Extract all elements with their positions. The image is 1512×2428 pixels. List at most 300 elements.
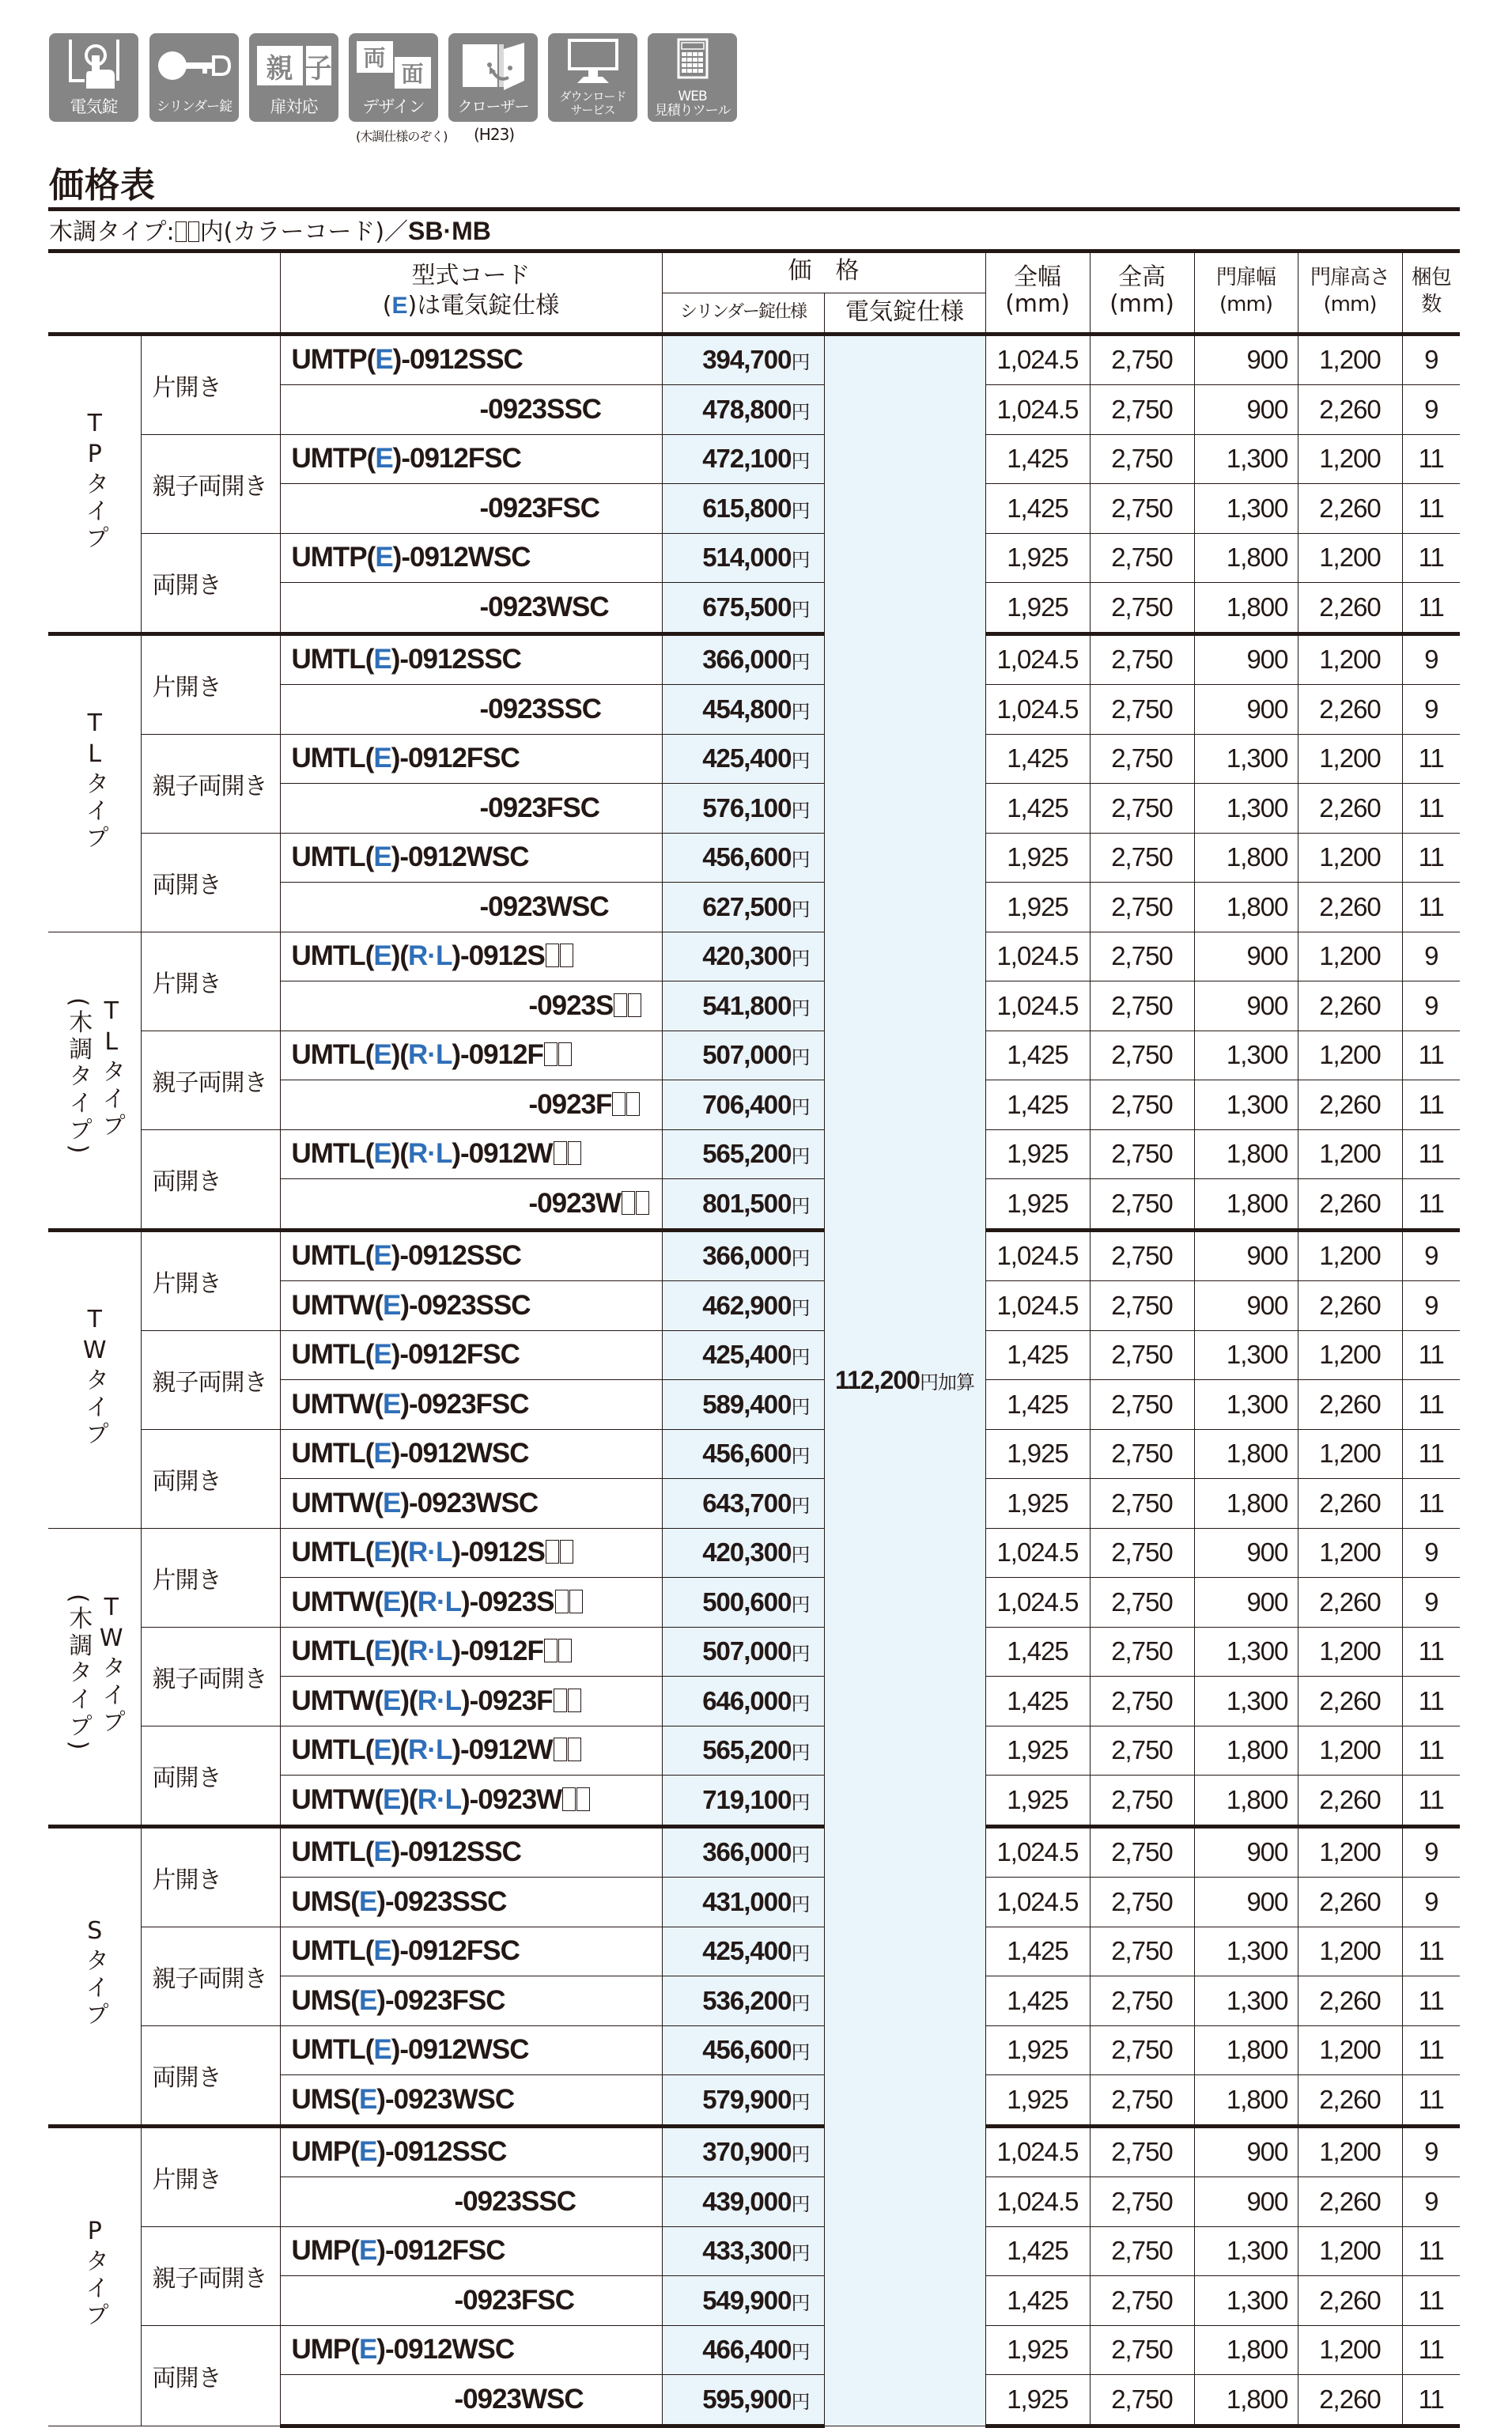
full-height: 2,750 <box>1090 1826 1194 1878</box>
cylinder-lock-icon <box>149 33 239 122</box>
gate-width: 900 <box>1194 385 1298 435</box>
model-suffix: -0923WSC <box>479 891 609 922</box>
model-suffix: -0912SSC <box>384 2136 507 2168</box>
model-prefix: UMTL <box>291 1836 365 1868</box>
price-cylinder <box>662 2276 824 2326</box>
type-sublabel: (木調タイプ) <box>64 1593 93 1753</box>
header-height-label: 全高 <box>1118 263 1166 292</box>
model-code <box>280 1627 662 1677</box>
package-count: 11 <box>1402 2375 1460 2426</box>
model-code <box>280 334 662 385</box>
rl-mark: R·L <box>417 1586 461 1617</box>
price-value: 462,900 <box>702 1290 792 1320</box>
full-height: 2,750 <box>1090 2126 1194 2177</box>
gate-width: 900 <box>1194 932 1298 981</box>
full-height: 2,750 <box>1090 784 1194 834</box>
model-suffix: -0923SSC <box>454 2185 576 2217</box>
electric-e-mark: E <box>373 1636 391 1667</box>
electric-e-mark: E <box>383 1586 401 1617</box>
gate-width: 1,800 <box>1194 1479 1298 1529</box>
design-icon-note: (木調仕様のぞく) <box>356 129 448 144</box>
color-code-box <box>188 221 199 242</box>
full-height: 2,750 <box>1090 434 1194 484</box>
price-cylinder <box>662 434 824 484</box>
both-glyph: 両 <box>357 41 393 73</box>
yen-unit: 円 <box>791 1742 810 1764</box>
model-suffix: -0912W <box>460 1734 553 1766</box>
package-count: 11 <box>1402 1627 1460 1677</box>
full-height: 2,750 <box>1090 1627 1194 1677</box>
model-prefix: UMTL <box>291 1438 365 1469</box>
electric-e-mark: E <box>373 644 391 675</box>
package-count: 9 <box>1402 385 1460 435</box>
gate-height: 1,200 <box>1298 1627 1402 1677</box>
yen-unit: 円 <box>791 651 810 674</box>
gate-width: 1,800 <box>1194 583 1298 634</box>
full-width: 1,425 <box>985 1031 1090 1080</box>
model-code <box>280 2325 662 2375</box>
color-code-box <box>176 221 187 242</box>
price-cylinder <box>662 1826 824 1878</box>
full-width: 1,024.5 <box>985 334 1090 385</box>
gate-width: 1,300 <box>1194 1627 1298 1677</box>
yen-unit: 円 <box>791 1643 810 1666</box>
package-count: 11 <box>1402 2226 1460 2276</box>
gate-width: 1,800 <box>1194 2025 1298 2075</box>
yen-unit: 円 <box>791 450 810 473</box>
price-value: 565,200 <box>702 1139 792 1169</box>
addition-suffix: 円加算 <box>919 1371 974 1394</box>
table-row <box>48 2226 1460 2276</box>
package-count: 11 <box>1402 1677 1460 1726</box>
price-value: 514,000 <box>702 543 792 573</box>
package-count: 11 <box>1402 533 1460 583</box>
full-width: 1,425 <box>985 784 1090 834</box>
table-row <box>48 1429 1460 1479</box>
gate-height: 2,260 <box>1298 1080 1402 1130</box>
full-width: 1,024.5 <box>985 1578 1090 1628</box>
model-suffix: -0923S <box>528 989 614 1021</box>
rl-option: (R·L) <box>399 1537 460 1568</box>
model-suffix: -0912WSC <box>401 542 531 573</box>
electric-option: (E) <box>365 1240 400 1272</box>
electric-option: (E) <box>365 1039 400 1071</box>
model-suffix: -0923SSC <box>479 693 601 724</box>
electric-e-mark: E <box>358 2136 377 2168</box>
price-cylinder <box>662 1429 824 1479</box>
full-height: 2,750 <box>1090 1429 1194 1479</box>
price-cylinder <box>662 2075 824 2127</box>
full-width: 1,925 <box>985 2325 1090 2375</box>
full-width: 1,425 <box>985 734 1090 784</box>
color-code-box <box>560 1540 573 1564</box>
full-height: 2,750 <box>1090 334 1194 385</box>
model-prefix: UMTP <box>291 344 367 376</box>
electric-option: (E) <box>365 1734 400 1766</box>
yen-unit: 円 <box>791 2390 810 2413</box>
gate-height: 2,260 <box>1298 2177 1402 2227</box>
model-suffix: -0912WSC <box>399 1438 529 1469</box>
gate-width: 1,300 <box>1194 1031 1298 1080</box>
electric-e-mark: E <box>373 1039 391 1071</box>
rl-option: (R·L) <box>399 1138 460 1170</box>
full-height: 2,750 <box>1090 2025 1194 2075</box>
table-row <box>48 1330 1460 1380</box>
full-height: 2,750 <box>1090 1726 1194 1776</box>
price-value: 466,400 <box>702 2335 792 2365</box>
package-count: 11 <box>1402 1429 1460 1479</box>
type-sublabel: (木調タイプ) <box>64 997 93 1157</box>
yen-unit: 円 <box>791 1942 810 1965</box>
price-cylinder <box>662 1726 824 1776</box>
full-width: 1,925 <box>985 1179 1090 1231</box>
price-cylinder <box>662 685 824 735</box>
model-suffix: -0923WSC <box>479 591 609 622</box>
electric-option: (E) <box>374 1289 410 1321</box>
package-count: 9 <box>1402 932 1460 981</box>
electric-e-mark: E <box>373 743 391 774</box>
price-cylinder <box>662 533 824 583</box>
open-type-cell: 親子両開き <box>141 1330 280 1429</box>
yen-unit: 円 <box>791 549 810 572</box>
full-width: 1,425 <box>985 2226 1090 2276</box>
electric-option: (E) <box>365 940 400 972</box>
open-type-cell: 両開き <box>141 1726 280 1826</box>
model-suffix: -0923WSC <box>384 2083 515 2115</box>
model-code <box>280 1528 662 1578</box>
yen-unit: 円 <box>791 997 810 1019</box>
full-width: 1,024.5 <box>985 1826 1090 1878</box>
model-suffix: -0923WSC <box>454 2383 584 2415</box>
table-row <box>48 2126 1460 2177</box>
package-count: 11 <box>1402 1927 1460 1976</box>
gate-height: 2,260 <box>1298 1677 1402 1726</box>
full-height: 2,750 <box>1090 1031 1194 1080</box>
full-width: 1,024.5 <box>985 1281 1090 1331</box>
type-label-group <box>81 410 108 552</box>
price-table <box>48 251 1460 2428</box>
yen-unit: 円 <box>791 2090 810 2113</box>
full-height: 2,750 <box>1090 2375 1194 2426</box>
model-prefix: UMTL <box>291 1935 365 1967</box>
model-code <box>280 1380 662 1430</box>
price-value: 472,100 <box>702 444 792 474</box>
price-value: 643,700 <box>702 1488 792 1518</box>
model-prefix: UMTL <box>291 1138 365 1170</box>
full-width: 1,925 <box>985 2375 1090 2426</box>
price-cylinder <box>662 2025 824 2075</box>
model-code <box>280 1826 662 1878</box>
electric-e-mark: E <box>373 1339 391 1371</box>
electric-option: (E) <box>366 443 402 475</box>
full-width: 1,024.5 <box>985 932 1090 981</box>
price-value: 536,200 <box>702 1985 792 2015</box>
price-value: 500,600 <box>702 1587 792 1617</box>
full-width: 1,425 <box>985 1677 1090 1726</box>
type-cell <box>48 1826 141 2126</box>
package-count: 9 <box>1402 685 1460 735</box>
gate-height: 1,200 <box>1298 1726 1402 1776</box>
open-type-cell: 両開き <box>141 1429 280 1528</box>
door-closer-icon <box>448 33 538 122</box>
full-height: 2,750 <box>1090 1677 1194 1726</box>
full-height: 2,750 <box>1090 1578 1194 1628</box>
header-model-code-line1: 型式コード <box>411 262 531 290</box>
yen-unit: 円 <box>791 1692 810 1715</box>
gate-width: 1,300 <box>1194 1080 1298 1130</box>
model-prefix: UMTL <box>291 940 365 972</box>
package-count: 11 <box>1402 583 1460 634</box>
package-count: 9 <box>1402 1578 1460 1628</box>
electric-e-mark: E <box>375 542 393 573</box>
color-code-box <box>558 1042 572 1066</box>
gate-width: 1,800 <box>1194 2325 1298 2375</box>
price-cylinder <box>662 1776 824 1827</box>
model-code <box>280 434 662 484</box>
yen-unit: 円 <box>791 1095 810 1118</box>
gate-width: 900 <box>1194 1281 1298 1331</box>
model-suffix: -0923W <box>469 1783 562 1815</box>
model-suffix: -0912F <box>460 1039 543 1071</box>
price-cylinder <box>662 1080 824 1130</box>
wood-type-prefix: 木調タイプ: <box>49 218 175 246</box>
yen-unit: 円 <box>791 1194 810 1217</box>
full-height: 2,750 <box>1090 1330 1194 1380</box>
gate-width: 900 <box>1194 1578 1298 1628</box>
full-height: 2,750 <box>1090 2075 1194 2127</box>
gate-width: 1,300 <box>1194 2276 1298 2326</box>
yen-unit: 円 <box>791 1593 810 1616</box>
gate-height: 2,260 <box>1298 2375 1402 2426</box>
electric-lock-icon <box>49 33 138 122</box>
electric-option: (E) <box>350 2334 385 2366</box>
price-value: 579,900 <box>702 2084 792 2114</box>
color-code-box <box>614 993 627 1017</box>
color-code-box <box>544 1042 558 1066</box>
color-code-box <box>554 1141 567 1165</box>
electric-option: (E) <box>350 2136 385 2168</box>
package-count: 11 <box>1402 1479 1460 1529</box>
gate-height: 1,200 <box>1298 334 1402 385</box>
table-row <box>48 932 1460 981</box>
yen-unit: 円 <box>791 1296 810 1319</box>
gate-height: 1,200 <box>1298 1330 1402 1380</box>
gate-height: 1,200 <box>1298 1429 1402 1479</box>
price-cylinder <box>662 932 824 981</box>
parent-glyph: 親 <box>257 46 303 85</box>
price-value: 439,000 <box>702 2186 792 2216</box>
full-width: 1,024.5 <box>985 2177 1090 2227</box>
yen-unit: 円 <box>791 799 810 822</box>
table-row <box>48 533 1460 583</box>
rl-option: (R·L) <box>409 1783 470 1815</box>
full-height: 2,750 <box>1090 2226 1194 2276</box>
price-value: 478,800 <box>702 394 792 424</box>
open-type-cell: 片開き <box>141 334 280 434</box>
color-code-box <box>554 1738 567 1761</box>
electric-e-mark: E <box>373 1935 391 1967</box>
model-suffix: -0923FSC <box>479 792 600 823</box>
color-code-box <box>569 1590 583 1613</box>
gate-height: 2,260 <box>1298 385 1402 435</box>
gate-height: 2,260 <box>1298 583 1402 634</box>
yen-unit: 円 <box>791 750 810 773</box>
color-code-box <box>612 1092 626 1116</box>
package-count: 11 <box>1402 2276 1460 2326</box>
title-rule <box>48 207 1460 211</box>
model-code <box>280 633 662 685</box>
price-value: 565,200 <box>702 1735 792 1765</box>
gate-height: 1,200 <box>1298 1230 1402 1281</box>
model-prefix: UMTW <box>291 1685 375 1716</box>
type-label: TWタイプ <box>97 1593 126 1736</box>
package-count: 11 <box>1402 833 1460 883</box>
package-count: 11 <box>1402 734 1460 784</box>
type-label-group <box>81 1917 108 2029</box>
electric-e-mark: E <box>373 1240 391 1272</box>
unit-label: (mm) <box>1109 290 1174 319</box>
yen-unit: 円 <box>791 1445 810 1468</box>
electric-e-mark: E <box>373 841 391 873</box>
full-height: 2,750 <box>1090 1281 1194 1331</box>
type-cell <box>48 1528 141 1826</box>
full-width: 1,925 <box>985 833 1090 883</box>
price-value: 675,500 <box>702 592 792 622</box>
gate-height: 1,200 <box>1298 2126 1402 2177</box>
gate-width: 900 <box>1194 2177 1298 2227</box>
gate-height: 1,200 <box>1298 1927 1402 1976</box>
header-gate-width <box>1194 251 1298 334</box>
yen-unit: 円 <box>791 1844 810 1866</box>
model-prefix: UMTL <box>291 841 365 873</box>
model-prefix: UMTL <box>291 1339 365 1371</box>
package-count: 11 <box>1402 1330 1460 1380</box>
price-value: 456,600 <box>702 1439 792 1469</box>
type-cell <box>48 2126 141 2426</box>
parent-child-label: 扉対応 <box>270 97 318 116</box>
model-code <box>280 2126 662 2177</box>
yen-unit: 円 <box>791 1395 810 1418</box>
header-gate-width-label: 門扉幅 <box>1215 266 1276 290</box>
model-code <box>280 533 662 583</box>
electric-e-mark: E <box>373 1734 391 1766</box>
electric-option: (E) <box>374 1487 410 1518</box>
yen-unit: 円 <box>791 598 810 621</box>
open-type-cell: 片開き <box>141 1826 280 1927</box>
gate-height: 2,260 <box>1298 1578 1402 1628</box>
full-width: 1,925 <box>985 583 1090 634</box>
package-count: 9 <box>1402 1826 1460 1878</box>
gate-height: 1,200 <box>1298 2226 1402 2276</box>
open-type-cell: 両開き <box>141 533 280 633</box>
price-cylinder <box>662 1281 824 1331</box>
open-type-cell: 親子両開き <box>141 1627 280 1726</box>
header-price-electric: 電気錠仕様 <box>824 293 985 334</box>
type-label: TLタイプ <box>97 997 126 1140</box>
model-suffix: -0912WSC <box>384 2334 515 2366</box>
gate-height: 2,260 <box>1298 2276 1402 2326</box>
gate-width: 1,300 <box>1194 1330 1298 1380</box>
gate-width: 1,300 <box>1194 1677 1298 1726</box>
electric-e-mark: E <box>383 1289 401 1321</box>
rl-mark: R·L <box>408 1734 452 1766</box>
gate-height: 2,260 <box>1298 1878 1402 1927</box>
package-count: 11 <box>1402 1380 1460 1430</box>
model-code <box>280 385 662 435</box>
full-width: 1,925 <box>985 1479 1090 1529</box>
full-width: 1,925 <box>985 1726 1090 1776</box>
model-code <box>280 734 662 784</box>
package-count: 9 <box>1402 1528 1460 1578</box>
package-count: 11 <box>1402 784 1460 834</box>
price-value: 431,000 <box>702 1886 792 1916</box>
price-cylinder <box>662 1677 824 1726</box>
price-value: 420,300 <box>702 941 792 971</box>
full-width: 1,425 <box>985 434 1090 484</box>
download-service-icon <box>548 33 637 122</box>
model-code <box>280 484 662 534</box>
package-count: 9 <box>1402 1878 1460 1927</box>
full-height: 2,750 <box>1090 1927 1194 1976</box>
full-height: 2,750 <box>1090 685 1194 735</box>
electric-e-mark: E <box>383 1783 401 1815</box>
electric-option: (E) <box>374 1685 410 1716</box>
electric-e-mark: E <box>383 1487 401 1518</box>
model-suffix: -0923SSC <box>384 1885 507 1917</box>
gate-height: 1,200 <box>1298 1528 1402 1578</box>
gate-width: 1,300 <box>1194 784 1298 834</box>
model-code <box>280 1726 662 1776</box>
package-count: 11 <box>1402 1726 1460 1776</box>
full-height: 2,750 <box>1090 2325 1194 2375</box>
table-row <box>48 1826 1460 1878</box>
price-cylinder <box>662 583 824 634</box>
gate-height: 2,260 <box>1298 484 1402 534</box>
table-row <box>48 2025 1460 2075</box>
type-cell <box>48 633 141 932</box>
full-width: 1,925 <box>985 2025 1090 2075</box>
type-cell <box>48 334 141 633</box>
price-value: 589,400 <box>702 1389 792 1419</box>
package-count: 9 <box>1402 981 1460 1031</box>
unit-label: (mm) <box>1219 293 1272 317</box>
yen-unit: 円 <box>791 1046 810 1069</box>
type-label-group <box>64 997 124 1156</box>
open-type-cell: 両開き <box>141 833 280 932</box>
price-cylinder <box>662 2177 824 2227</box>
yen-unit: 円 <box>791 1791 810 1813</box>
model-prefix: UMP <box>291 2136 351 2168</box>
yen-unit: 円 <box>791 700 810 723</box>
price-cylinder <box>662 2375 824 2426</box>
header-model-code-suffix: は電気錠仕様 <box>417 292 560 320</box>
color-code-box <box>558 1639 572 1662</box>
price-cylinder <box>662 1927 824 1976</box>
electric-option: (E) <box>366 344 402 376</box>
package-count: 11 <box>1402 1179 1460 1231</box>
rl-mark: R·L <box>408 940 452 972</box>
package-count: 9 <box>1402 334 1460 385</box>
price-value: 420,300 <box>702 1537 792 1568</box>
model-code <box>280 1080 662 1130</box>
model-suffix: -0923W <box>528 1187 622 1219</box>
full-height: 2,750 <box>1090 1776 1194 1827</box>
gate-height: 1,200 <box>1298 932 1402 981</box>
yen-unit: 円 <box>791 2143 810 2166</box>
model-prefix: UMTL <box>291 644 365 675</box>
full-height: 2,750 <box>1090 734 1194 784</box>
gate-width: 1,800 <box>1194 1129 1298 1179</box>
